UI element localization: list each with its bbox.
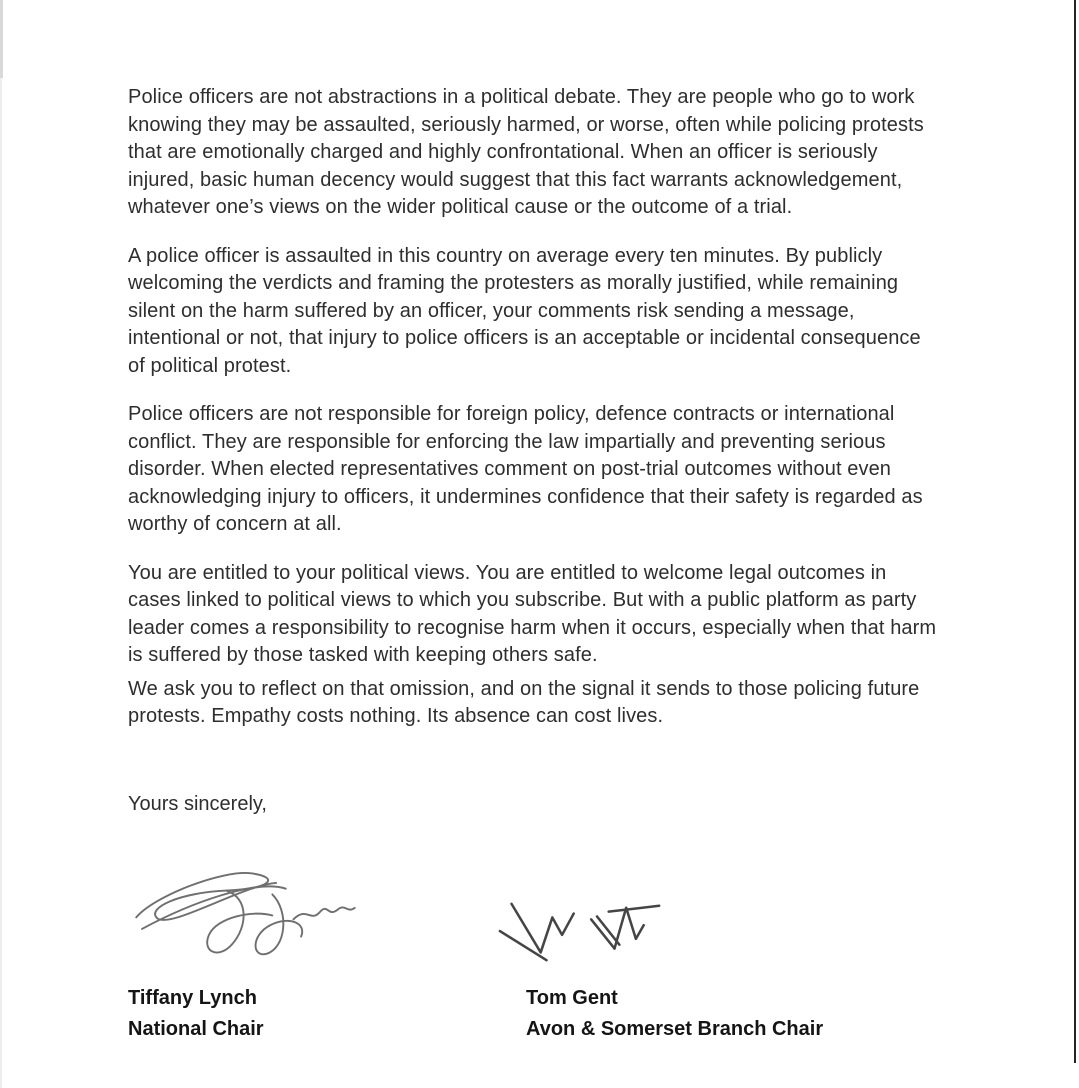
- signatory-name: Tom Gent: [526, 987, 618, 1009]
- letter-paragraph: We ask you to reflect on that omission, and on the signal it sends to those policing future protests. Empathy costs nothing. Its absence can cost lives.: [128, 677, 920, 727]
- signature-image-container: [526, 858, 942, 973]
- page-left-edge-shadow: [0, 0, 3, 78]
- letter-paragraph: You are entitled to your political views. You are entitled to welcome legal outcomes in cases linked to political views to which you subscribe. But with a public platform as party leader comes a responsibility to recognise harm when it occurs, especially when that harm is suffered by those tasked with keeping others safe.: [128, 561, 937, 666]
- letter-paragraph: Police officers are not abstractions in a political debate. They are people who go to work knowing they may be assaulted, seriously harmed, or worse, often while policing protests that are emotionally charged and highly confrontational. When an officer is seriously injured, basic human decency would suggest that this fact warrants acknowledgement, whatever one’s views on the wider political cause or the outcome of a trial.: [128, 86, 924, 218]
- page-left-edge: [0, 0, 2, 1088]
- signature-block: [128, 858, 942, 1045]
- signature-image-container: [128, 858, 526, 973]
- signatory-left: [128, 858, 526, 1045]
- tiffany-lynch-signature: [128, 858, 363, 973]
- signatory-right: [526, 858, 942, 1045]
- letter-paragraph: A police officer is assaulted in this country on average every ten minutes. By publicly welcoming the verdicts and framing the protesters as morally justified, while remaining silent on the harm suffered by an officer, your comments risk sending a message, intentional or not, that injury to police officers is an acceptable or incidental consequence of political protest.: [128, 244, 921, 377]
- letter-signoff: Yours sincerely,: [128, 792, 267, 815]
- tom-gent-signature: [496, 894, 666, 972]
- signatory-title: Avon & Somerset Branch Chair: [526, 1018, 824, 1040]
- signatory-title: National Chair: [128, 1018, 264, 1040]
- signatory-name: Tiffany Lynch: [128, 987, 257, 1009]
- letter-body: [128, 84, 942, 1045]
- letter-paragraph: Police officers are not responsible for foreign policy, defence contracts or international conflict. They are responsible for enforcing the law impartially and preventing serious disorder. When elected representatives comment on post-trial outcomes without even acknowledging injury to officers, it undermines confidence that their safety is regarded as worthy of concern at all.: [128, 403, 923, 535]
- page-scan-edge-line: [1074, 0, 1076, 1063]
